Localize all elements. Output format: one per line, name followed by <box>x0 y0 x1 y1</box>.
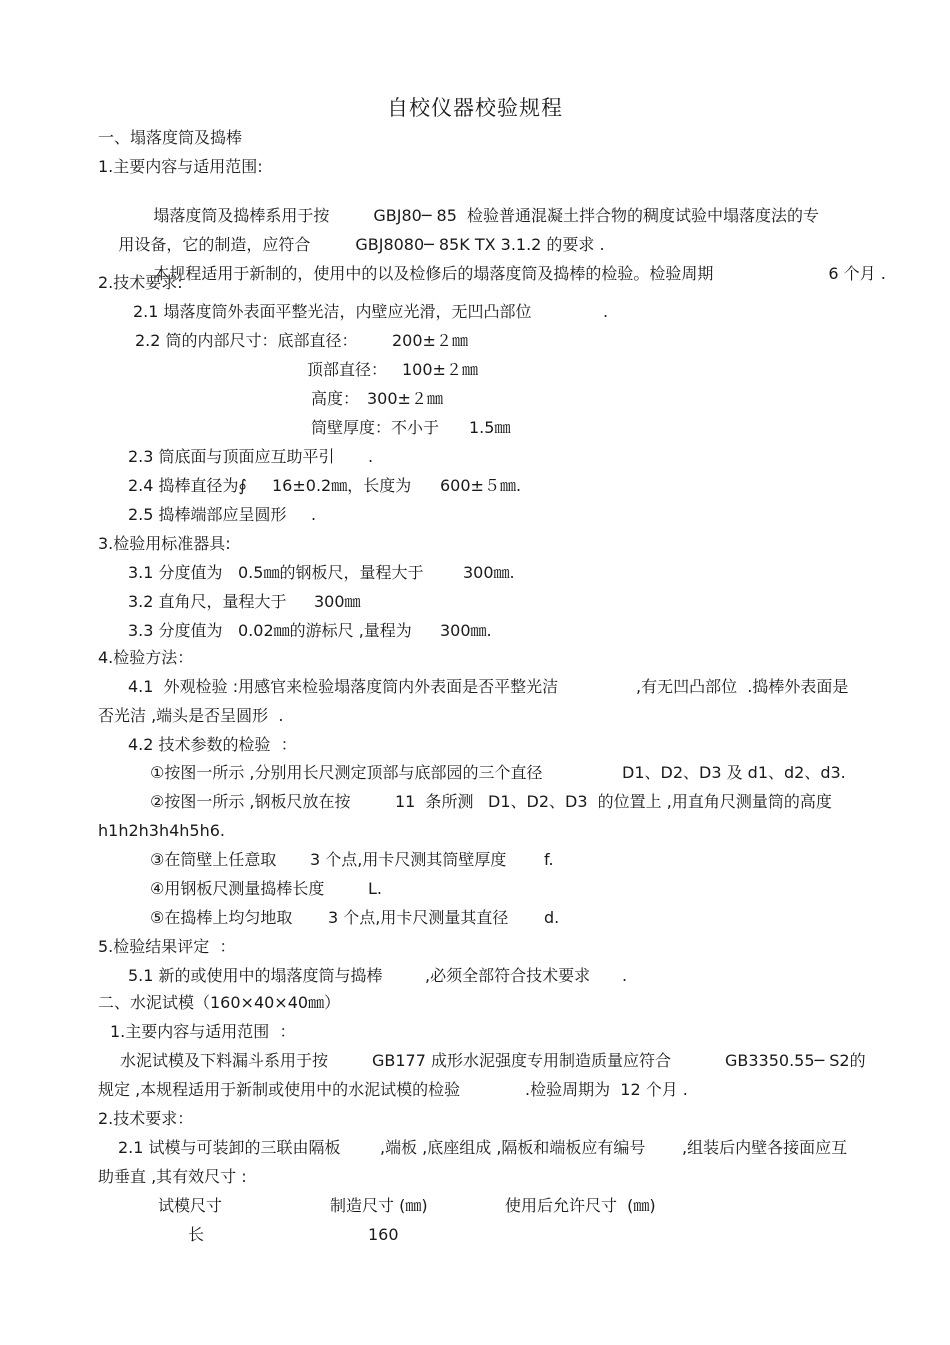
dimension-label: 筒壁厚度：不小于 <box>311 418 440 437</box>
table-header-cell: 使用后允许尺寸 (㎜) <box>505 1196 656 1215</box>
list-item: . <box>311 505 317 524</box>
subsection-heading: 1.主要内容与适用范围 ： <box>110 1022 296 1041</box>
list-item: d. <box>544 908 560 927</box>
paragraph-text: 水泥试模及下料漏斗系用于按 <box>120 1051 329 1070</box>
list-item: 2.5 捣棒端部应呈圆形 <box>128 505 287 524</box>
paragraph-text <box>133 244 713 304</box>
text-segment: 用设备，它的制造，应符合 <box>118 235 311 254</box>
list-item: 2.4 捣棒直径为∮ <box>128 476 247 495</box>
list-item: 3.1 分度值为 <box>128 563 223 582</box>
list-item: D1、D2、D3 的位置上 ,用直角尺测量筒的高度 <box>488 792 832 811</box>
dimension-value: 100±２㎜ <box>402 360 478 379</box>
paragraph-text: 否光洁 ,端头是否呈圆形 . <box>98 706 284 725</box>
subsection-heading: 2.技术要求: <box>98 273 183 292</box>
list-item: h1h2h3h4h5h6. <box>98 821 226 840</box>
paragraph-text: 助垂直 ,其有效尺寸 : <box>98 1167 247 1186</box>
list-item: . <box>622 966 628 985</box>
text-segment: 塌落度筒及捣棒系用于按 <box>153 206 330 225</box>
list-item: 2.3 筒底面与顶面应互助平引 <box>128 447 335 466</box>
paragraph-text: .检验周期为 12 个月 . <box>525 1080 688 1099</box>
text-segment: 本规程适用于新制的，使用中的以及检修后的塌落度筒及捣棒的检验。检验周期 <box>153 264 714 283</box>
list-item: L. <box>368 879 382 898</box>
list-item: ③在筒壁上任意取 <box>150 850 277 869</box>
list-item: 3.3 分度值为 <box>128 621 223 640</box>
list-item: 4.2 技术参数的检验 ： <box>128 735 297 754</box>
dimension-label: 高度： <box>311 389 360 408</box>
subsection-heading: 3.检验用标准器具: <box>98 534 231 553</box>
subsection-heading: 1.主要内容与适用范围: <box>98 157 263 176</box>
dimension-value: 1.5㎜ <box>469 418 511 437</box>
paragraph-text: 2.1 试模与可装卸的三联由隔板 <box>118 1138 341 1157</box>
list-item: 600±５㎜. <box>440 476 522 495</box>
paragraph-text: ,端板 ,底座组成 ,隔板和端板应有编号 <box>380 1138 646 1157</box>
table-header-cell: 试模尺寸 <box>158 1196 223 1215</box>
list-item: f. <box>544 850 554 869</box>
list-item: D1、D2、D3 及 d1、d2、d3. <box>622 763 846 782</box>
list-item: 300㎜. <box>463 563 515 582</box>
list-item: ,必须全部符合技术要求 <box>425 966 591 985</box>
section-heading: 一、塌落度筒及捣棒 <box>98 128 243 147</box>
dimension-label: 顶部直径： <box>307 360 388 379</box>
paragraph-text: 规定 ,本规程适用于新制或使用中的水泥试模的检验 <box>98 1080 461 1099</box>
subsection-heading: 4.检验方法： <box>98 648 194 667</box>
text-segment: 6 个月 . <box>828 264 886 283</box>
list-item: 11 条所测 <box>395 792 474 811</box>
list-item: 2.1 塌落度筒外表面平整光洁，内壁应光滑，无凹凸部位 <box>133 302 532 321</box>
paragraph-text: ,有无凹凸部位 .捣棒外表面是 <box>636 677 849 696</box>
text-segment: GBJ80─ 85 检验普通混凝土拌合物的稠度试验中塌落度法的专 <box>373 206 820 225</box>
list-item: 300㎜ <box>314 592 361 611</box>
table-cell: 长 <box>188 1225 205 1244</box>
list-item: 16±0.2㎜，长度为 <box>272 476 412 495</box>
paragraph-text <box>808 244 886 304</box>
list-item: ⑤在捣棒上均匀地取 <box>150 908 293 927</box>
table-header-cell: 制造尺寸 (㎜) <box>330 1196 428 1215</box>
section-heading: 二、水泥试模（160×40×40㎜） <box>98 993 341 1012</box>
list-item: ④用钢板尺测量捣棒长度 <box>150 879 325 898</box>
list-item: 300㎜. <box>440 621 492 640</box>
list-item: 2.2 筒的内部尺寸：底部直径： <box>135 331 358 350</box>
paragraph-text: 4.1 外观检验 :用感官来检验塌落度筒内外表面是否平整光洁 <box>128 677 559 696</box>
subsection-heading: 5.检验结果评定 ： <box>98 937 236 956</box>
list-item: 3 个点,用卡尺测其筒壁厚度 <box>310 850 507 869</box>
paragraph-text: GB177 成形水泥强度专用制造质量应符合 <box>372 1051 672 1070</box>
list-item: . <box>603 302 609 321</box>
subsection-heading: 2.技术要求： <box>98 1109 194 1128</box>
list-item: ②按图一所示 ,钢板尺放在按 <box>150 792 351 811</box>
list-item: ①按图一所示 ,分别用长尺测定顶部与底部园的三个直径 <box>150 763 543 782</box>
paragraph-text: GB3350.55─ S2的 <box>725 1051 866 1070</box>
table-cell: 160 <box>368 1225 399 1244</box>
list-item: 0.5㎜的钢板尺，量程大于 <box>238 563 424 582</box>
list-item: 3.2 直角尺，量程大于 <box>128 592 287 611</box>
paragraph-text: ,组装后内壁各接面应互 <box>682 1138 848 1157</box>
list-item: 0.02㎜的游标尺 ,量程为 <box>238 621 412 640</box>
list-item: 3 个点,用卡尺测量其直径 <box>328 908 509 927</box>
text-segment: GBJ8080─ 85K TX 3.1.2 的要求 . <box>355 235 605 254</box>
list-item: 5.1 新的或使用中的塌落度筒与捣棒 <box>128 966 383 985</box>
page-title: 自校仪器校验规程 <box>387 96 563 120</box>
list-item: . <box>368 447 374 466</box>
dimension-value: 200±２㎜ <box>392 331 468 350</box>
dimension-value: 300±２㎜ <box>367 389 443 408</box>
